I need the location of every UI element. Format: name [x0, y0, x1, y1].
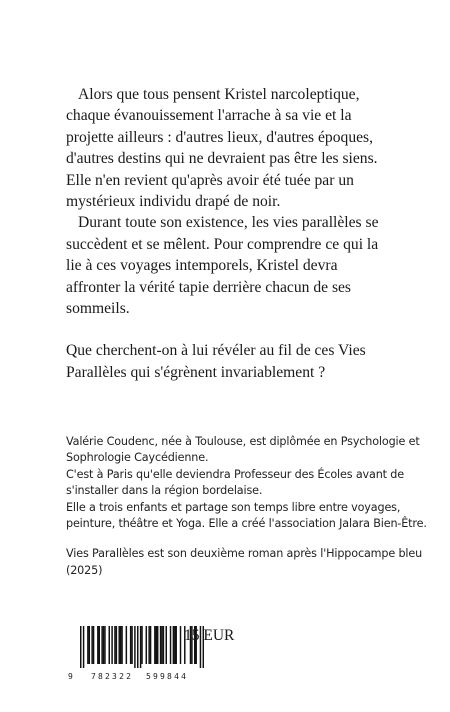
author-biography: [66, 434, 427, 579]
bio-line: s'installer dans la région bordelaise.: [66, 484, 263, 498]
bio-line: Valérie Coudenc, née à Toulouse, est diplômée en Psychologie et: [66, 435, 420, 448]
isbn-group-right: 599844: [146, 672, 189, 681]
bio-line: (2025): [66, 563, 103, 577]
bio-paragraph-1: [66, 434, 427, 532]
isbn-first-digit: 9: [68, 672, 73, 681]
synopsis-line: chaque évanouissement l'arrache à sa vie et la: [66, 107, 352, 125]
bio-line: Sophrologie Caycédienne.: [66, 451, 209, 465]
synopsis-line: Alors que tous pensent Kristel narcoleptique,: [78, 86, 360, 103]
synopsis-paragraph-1: [66, 84, 406, 212]
synopsis-line: succèdent et se mêlent. Pour comprendre ce qui la: [66, 235, 379, 253]
bio-line: Vies Parallèles est son deuxième roman après l'Hippocampe bleu: [66, 547, 423, 561]
back-cover-synopsis: [66, 84, 406, 383]
bio-line: peinture, théâtre et Yoga. Elle a créé l'association Jalara Bien-Être.: [66, 517, 427, 531]
bio-line: Elle a trois enfants et partage son temps libre entre voyages,: [66, 500, 401, 514]
synopsis-paragraph-3: [66, 340, 406, 383]
synopsis-line: sommeils.: [66, 300, 130, 318]
bio-paragraph-2: [66, 546, 423, 579]
synopsis-line: d'autres destins qui ne devraient pas être les siens.: [66, 150, 378, 168]
synopsis-line: Durant toute son existence, les vies parallèles se: [78, 214, 379, 232]
synopsis-line: lie à ces voyages intemporels, Kristel devra: [66, 257, 338, 275]
isbn-barcode: [66, 626, 266, 686]
synopsis-line: Parallèles qui s'égrènent invariablement ?: [66, 363, 326, 381]
synopsis-line: Elle n'en revient qu'après avoir été tuée par un: [66, 171, 354, 189]
synopsis-line: mystérieux individu drapé de noir.: [66, 193, 281, 211]
bio-line: C'est à Paris qu'elle deviendra Professeur des Écoles avant de: [66, 467, 404, 481]
synopsis-line: projette ailleurs : d'autres lieux, d'autres époques,: [66, 128, 374, 146]
synopsis-paragraph-2: [66, 212, 406, 319]
price-label: 15 EUR: [184, 627, 235, 644]
synopsis-line: affronter la vérité tapie derrière chacun de ses: [66, 278, 352, 296]
synopsis-line: Que cherchent-on à lui révéler au fil de ces Vies: [66, 342, 366, 360]
isbn-group-left: 782322: [91, 672, 134, 681]
